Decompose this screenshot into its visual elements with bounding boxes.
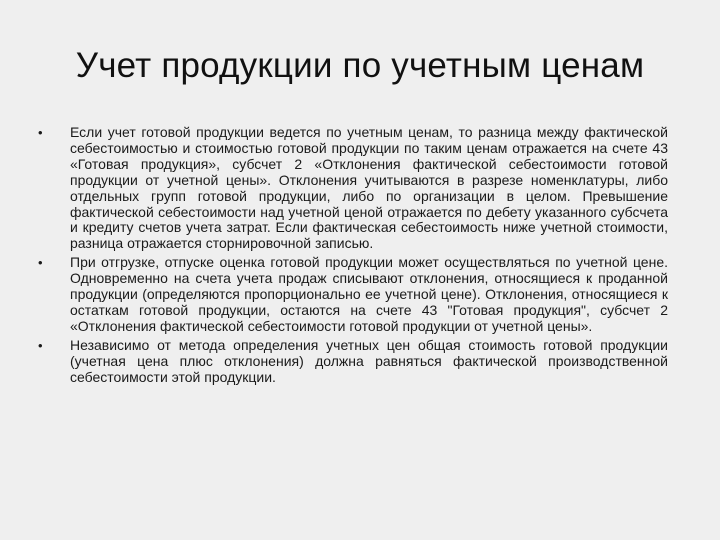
bullet-text: Независимо от метода определения учетных цен общая стоимость готовой продукции (учетная цена плюс отклонения) должна равняться фактической производственной себестоимости этой продукции. — [70, 336, 668, 385]
bullet-item — [38, 255, 668, 335]
bullet-list — [38, 125, 668, 389]
slide-title: Учет продукции по учетным ценам — [75, 46, 645, 85]
bullet-text: При отгрузке, отпуске оценка готовой продукции может осуществляться по учетной цене. Одновременно на счета учета продаж списывают отклонения, относящиеся к проданной продукции (определяются пропорционально ее учетной цене). Отклонения, относящиеся к остаткам готовой продукции, остаются на счете 43 "Готовая продукция", субсчет 2 «Отклонения фактической себестоимости готовой продукции от учетной цены». — [70, 254, 668, 334]
bullet-dot-icon: • — [38, 255, 43, 271]
bullet-dot-icon: • — [38, 337, 43, 353]
bullet-dot-icon: • — [38, 125, 43, 140]
bullet-item — [38, 125, 668, 252]
bullet-text: Если учет готовой продукции ведется по учетным ценам, то разница между фактической себестоимостью и стоимостью готовой продукции по таким ценам отражается на счете 43 «Готовая продукция», субсчет 2 «Отклонения фактической себестоимости готовой продукции от учетной цены». Отклонения учитываются в разрезе номенклатуры, либо отдельных групп готовой продукции, либо по организации в целом. Превышение фактической себестоимости над учетной ценой отражается по дебету указанного субсчета и кредиту счетов учета затрат. Если фактическая себестоимость ниже учетной стоимости, разница отражается сторнировочной записью. — [70, 124, 668, 252]
bullet-item — [38, 338, 668, 386]
